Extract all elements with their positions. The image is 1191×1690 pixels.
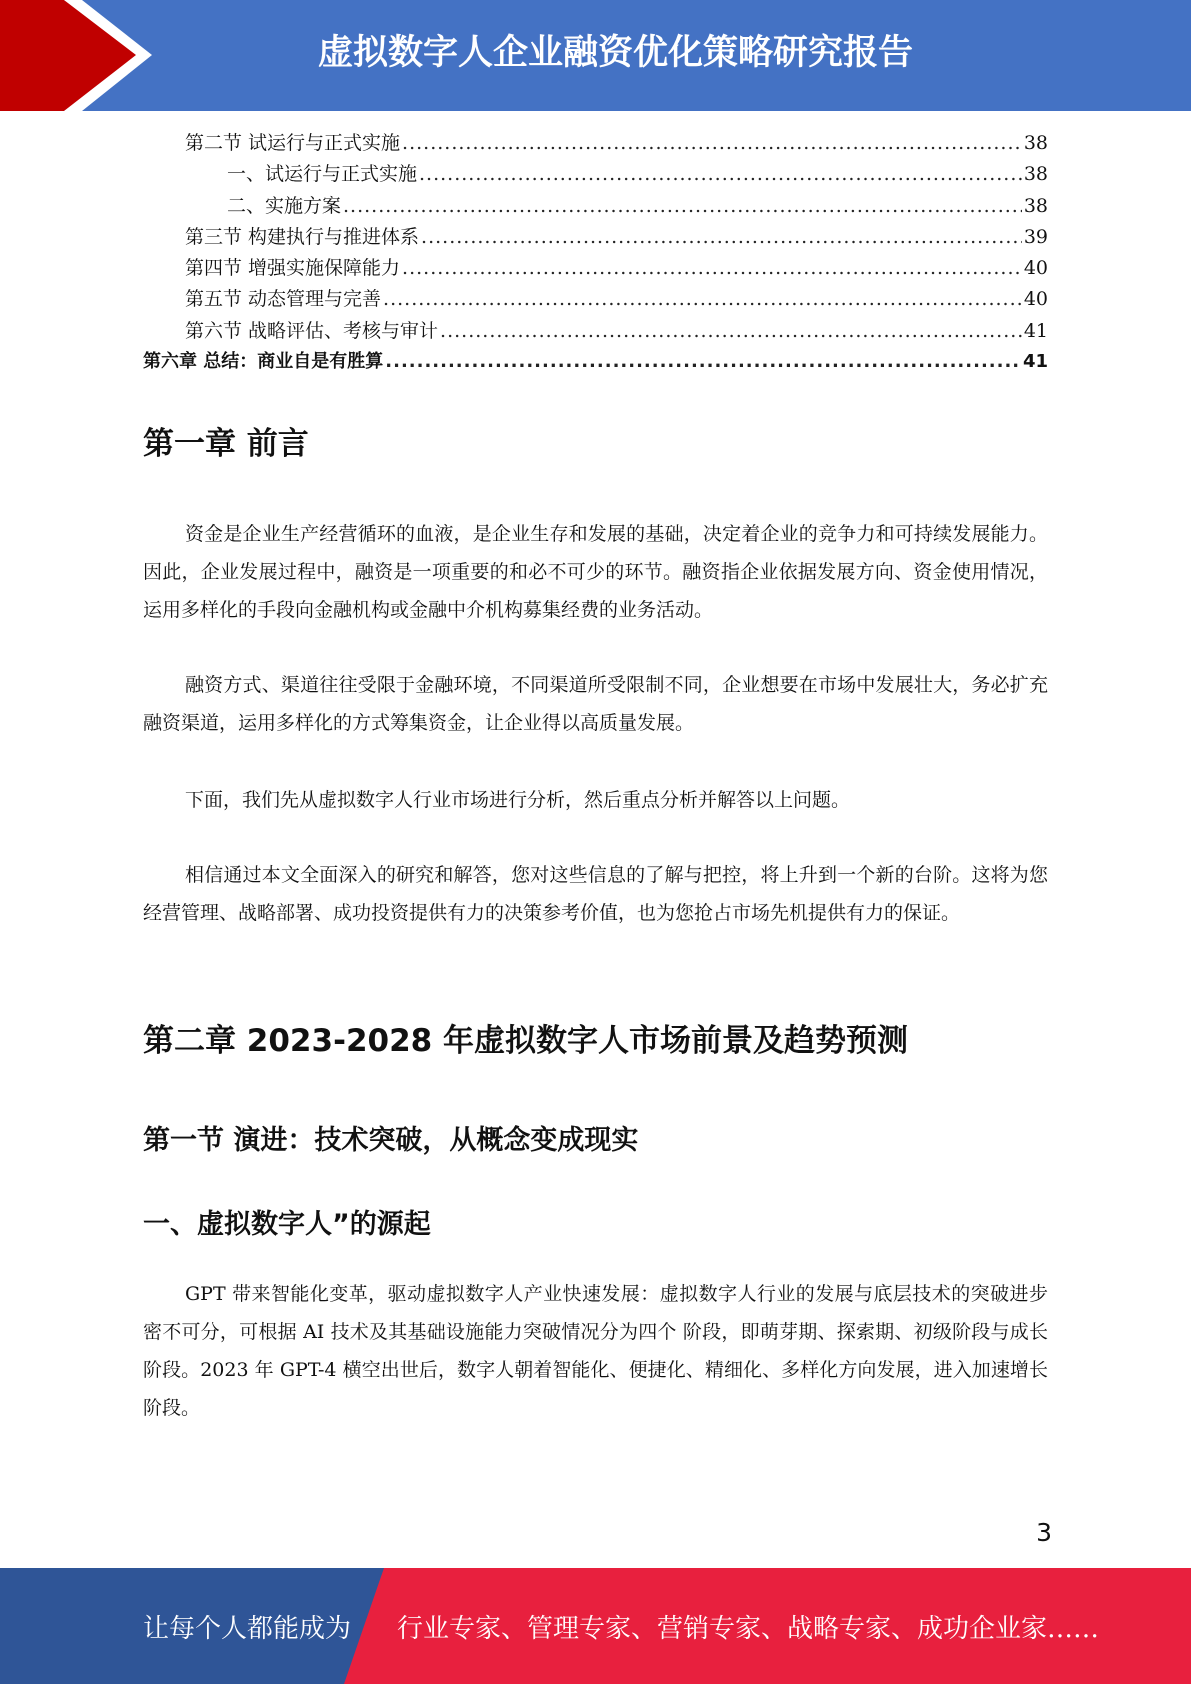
toc-entry-title: 第三节 构建执行与推进体系 bbox=[185, 225, 420, 248]
report-header-banner bbox=[0, 0, 1191, 111]
footer-slogan-right: 行业专家、管理专家、营销专家、战略专家、成功企业家…… bbox=[397, 1614, 1100, 1644]
toc-leader-dots bbox=[343, 195, 1022, 217]
toc-leader-dots bbox=[419, 163, 1022, 185]
toc-leader-dots bbox=[440, 320, 1022, 342]
report-title: 虚拟数字人企业融资优化策略研究报告 bbox=[317, 33, 913, 73]
subsection-heading: 一、虚拟数字人”的源起 bbox=[143, 1209, 431, 1240]
toc-leader-dots bbox=[385, 351, 1021, 372]
toc-entry[interactable] bbox=[143, 253, 1048, 284]
chapter-heading: 第一章 前言 bbox=[143, 426, 309, 462]
section-heading: 第一节 演进：技术突破，从概念变成现实 bbox=[143, 1125, 639, 1156]
toc-entry-page: 38 bbox=[1023, 132, 1048, 154]
toc-entry[interactable] bbox=[143, 284, 1048, 315]
toc-entry-page: 41 bbox=[1023, 319, 1048, 342]
toc-entry[interactable] bbox=[143, 159, 1048, 190]
toc-entry[interactable] bbox=[143, 191, 1048, 222]
toc-entry[interactable] bbox=[143, 316, 1048, 347]
footer-banner bbox=[0, 1568, 1191, 1684]
toc-entry-title: 二、实施方案 bbox=[227, 194, 342, 217]
toc-entry-title: 第二节 试运行与正式实施 bbox=[185, 132, 401, 154]
toc-leader-dots bbox=[402, 132, 1022, 154]
toc-entry-title: 第六节 战略评估、考核与审计 bbox=[185, 319, 439, 342]
table-of-contents bbox=[143, 128, 1048, 378]
page-number: 3 bbox=[1036, 1518, 1052, 1547]
toc-entry-title: 第六章 总结：商业自是有胜算 bbox=[143, 351, 384, 373]
toc-leader-dots bbox=[402, 257, 1022, 279]
toc-entry-page: 40 bbox=[1023, 288, 1048, 311]
toc-entry-page: 38 bbox=[1023, 163, 1048, 186]
toc-entry-chapter[interactable] bbox=[143, 347, 1048, 378]
body-paragraph: 下面，我们先从虚拟数字人行业市场进行分析，然后重点分析并解答以上问题。 bbox=[185, 789, 851, 811]
toc-leader-dots bbox=[383, 288, 1022, 310]
toc-entry-page: 40 bbox=[1023, 257, 1048, 280]
toc-entry-title: 第五节 动态管理与完善 bbox=[185, 288, 382, 311]
body-paragraph: 融资方式、渠道往往受限于金融环境，不同渠道所受限制不同，企业想要在市场中发展壮大，务必扩充融资渠道，运用多样化的方式筹集资金，让企业得以高质量发展。 bbox=[143, 674, 1048, 734]
body-paragraph: 相信通过本文全面深入的研究和解答，您对这些信息的了解与把控，将上升到一个新的台阶。这将为您经营管理、战略部署、成功投资提供有力的决策参考价值，也为您抢占市场先机提供有力的保证。 bbox=[143, 864, 1048, 924]
toc-entry-page: 41 bbox=[1022, 351, 1048, 373]
toc-entry[interactable] bbox=[143, 222, 1048, 253]
body-paragraph: 资金是企业生产经营循环的血液，是企业生存和发展的基础，决定着企业的竞争力和可持续发展能力。因此，企业发展过程中，融资是一项重要的和必不可少的环节。融资指企业依据发展方向、资金使用情况，运用多样化的手段向金融机构或金融中介机构募集经费的业务活动。 bbox=[143, 523, 1048, 621]
footer-slogan-left: 让每个人都能成为 bbox=[143, 1614, 352, 1644]
toc-entry-page: 39 bbox=[1023, 225, 1048, 248]
toc-entry-title: 第四节 增强实施保障能力 bbox=[185, 257, 401, 280]
toc-entry-title: 一、试运行与正式实施 bbox=[227, 163, 418, 186]
body-paragraph: GPT 带来智能化变革，驱动虚拟数字人产业快速发展：虚拟数字人行业的发展与底层技术的突破进步密不可分，可根据 AI 技术及其基础设施能力突破情况分为四个 阶段，即萌芽期、探索期、初级阶段与成长阶段。2023 年 GPT-4 横空出世后，数字人朝着智能化、便捷化、精细化、多样化方向发展，进入加速增长阶段。 bbox=[143, 1283, 1048, 1419]
toc-entry-page: 38 bbox=[1023, 194, 1048, 217]
toc-entry[interactable] bbox=[143, 128, 1048, 159]
toc-leader-dots bbox=[421, 226, 1022, 248]
chapter-heading: 第二章 2023-2028 年虚拟数字人市场前景及趋势预测 bbox=[143, 1023, 909, 1059]
